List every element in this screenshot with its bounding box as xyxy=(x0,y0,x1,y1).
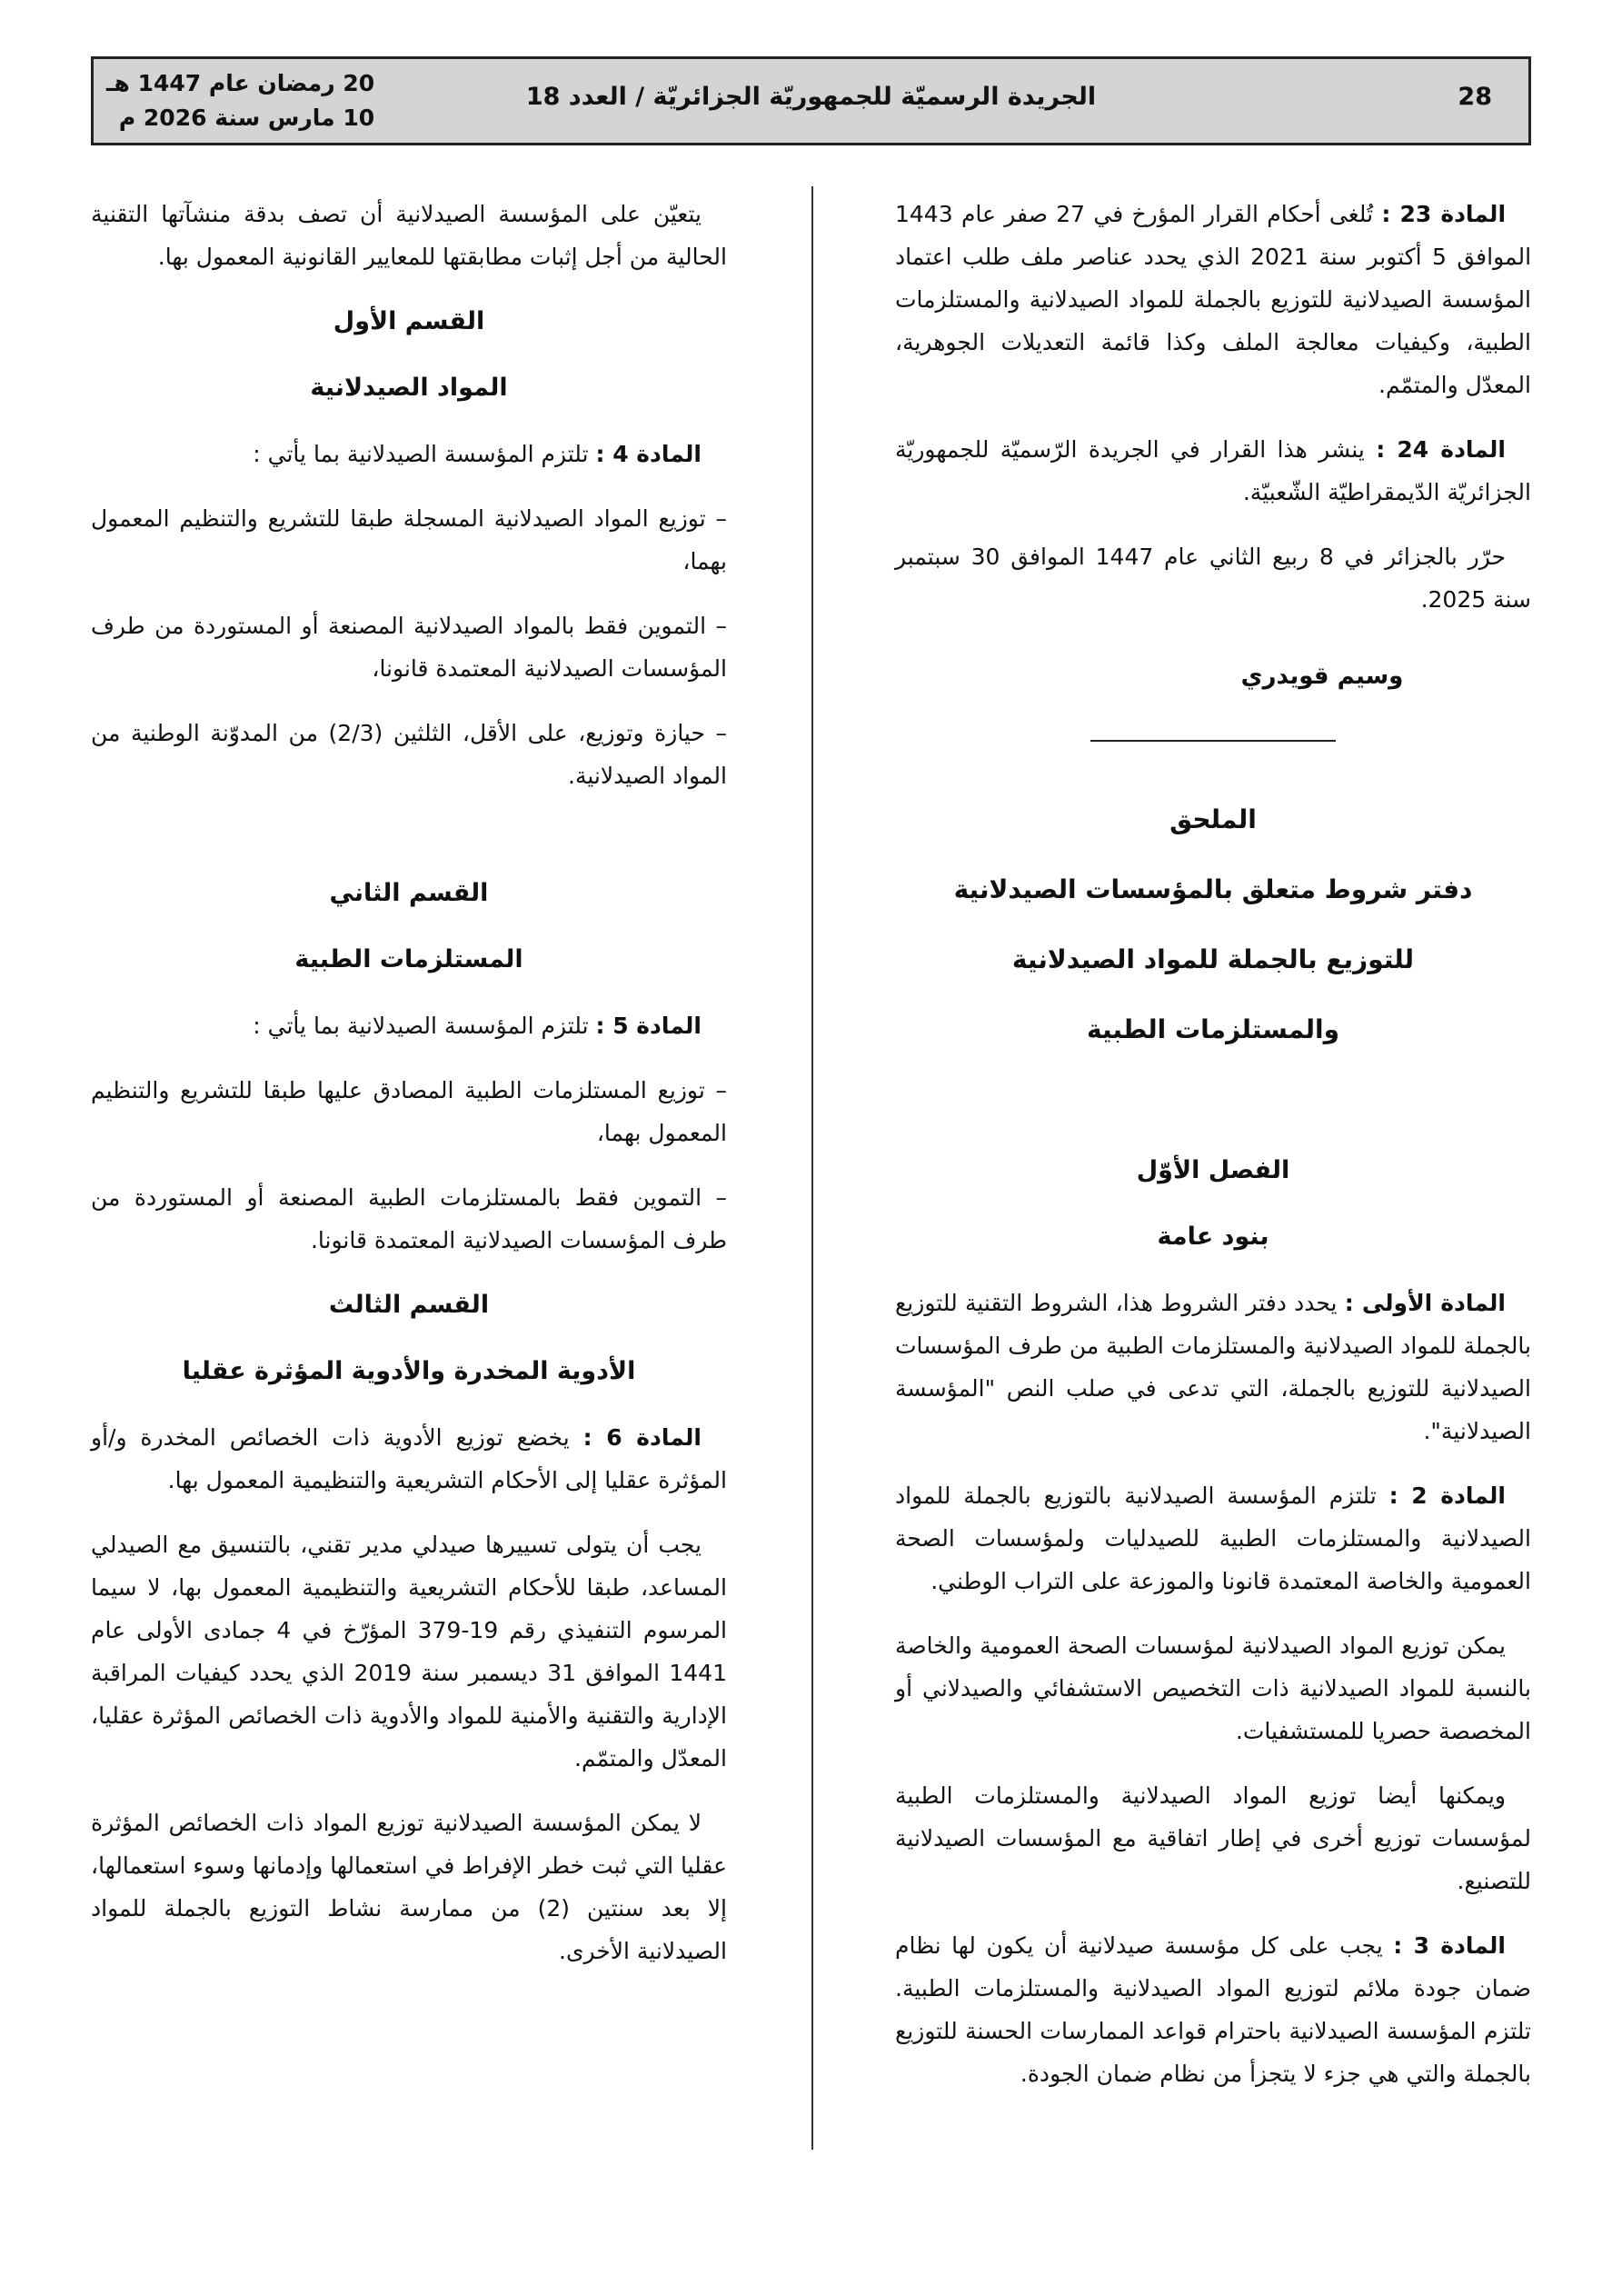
article-24-label: المادة 24 : xyxy=(1376,436,1507,463)
annex-subtitle-2: للتوزيع بالجملة للمواد الصيدلانية xyxy=(1011,944,1415,974)
annex-subtitle-3: والمستلزمات الطبية xyxy=(1086,1014,1340,1044)
section-3-title: الأدوية المخدرة والأدوية المؤثرة عقليا xyxy=(182,1357,636,1385)
done-at: حرّر بالجزائر في 8 ربيع الثاني عام 1447 الموافق 30 سبتمبر سنة 2025. xyxy=(895,544,1531,613)
annex-subtitle-1: دفتر شروط متعلق بالمؤسسات الصيدلانية xyxy=(953,874,1473,904)
article-5-label: المادة 5 : xyxy=(595,1013,702,1039)
page-header xyxy=(91,56,1531,145)
signatory: وسيم قويدري xyxy=(1240,663,1404,690)
article-4 xyxy=(91,433,727,475)
section-1-title: المواد الصيدلانية xyxy=(310,374,508,402)
article-3-label: المادة 3 : xyxy=(1393,1932,1506,1959)
article-6-text: يخضع توزيع الأدوية ذات الخصائص المخدرة و/أو المؤثرة عقليا إلى الأحكام التشريعية والتنظيمية المعمول بها. xyxy=(91,1424,727,1493)
article-5-text: تلتزم المؤسسة الصيدلانية بما يأتي : xyxy=(253,1013,589,1039)
article-6 xyxy=(91,1416,727,1502)
article-6-paragraph-3: لا يمكن المؤسسة الصيدلانية توزيع المواد ذات الخصائص المؤثرة عقليا التي ثبت خطر الإفراط في استعمالها وإدمانها وسوء استعمالها، إلا بعد سنتين (2) من ممارسة نشاط التوزيع بالجملة للمواد الصيدلانية الأخرى. xyxy=(91,1810,727,1964)
article-2-text: تلتزم المؤسسة الصيدلانية بالتوزيع بالجملة للمواد الصيدلانية والمستلزمات الطبية للصيدليات ولمؤسسات الصحة العمومية والخاصة المعتمدة قانونا والموزعة على التراب الوطني. xyxy=(895,1482,1531,1594)
article-3 xyxy=(895,1924,1531,2095)
left-column xyxy=(91,193,727,2129)
article-4-item-3: – حيازة وتوزيع، على الأقل، الثلثين (2/3) من المدوّنة الوطنية من المواد الصيدلانية. xyxy=(91,720,727,789)
article-4-label: المادة 4 : xyxy=(595,441,702,467)
article-5 xyxy=(91,1004,727,1047)
article-4-item-1: – توزيع المواد الصيدلانية المسجلة طبقا للتشريع والتنظيم المعمول بهما، xyxy=(91,505,727,574)
article-4-text: تلتزم المؤسسة الصيدلانية بما يأتي : xyxy=(253,441,589,467)
chapter-1-heading: الفصل الأوّل xyxy=(1136,1156,1290,1184)
article-24-text: ينشر هذا القرار في الجريدة الرّسميّة للجمهوريّة الجزائريّة الدّيمقراطيّة الشّعبيّة. xyxy=(895,436,1531,505)
article-2-paragraph-3: ويمكنها أيضا توزيع المواد الصيدلانية والمستلزمات الطبية لمؤسسات توزيع أخرى في إطار اتفاقية مع المؤسسات الصيدلانية للتصنيع. xyxy=(895,1782,1531,1894)
annex-title: الملحق xyxy=(1169,804,1257,834)
article-2-label: المادة 2 : xyxy=(1388,1482,1506,1509)
article-1 xyxy=(895,1282,1531,1452)
article-4-item-2: – التموين فقط بالمواد الصيدلانية المصنعة أو المستوردة من طرف المؤسسات الصيدلانية المعتمدة قانونا، xyxy=(91,613,727,682)
chapter-1-title: بنود عامة xyxy=(1157,1223,1269,1251)
section-2-title: المستلزمات الطبية xyxy=(294,945,523,973)
article-24 xyxy=(895,428,1531,514)
article-5-item-1: – توزيع المستلزمات الطبية المصادق عليها طبقا للتشريع والتنظيم المعمول بهما، xyxy=(91,1077,727,1146)
article-23-text: تُلغى أحكام القرار المؤرخ في 27 صفر عام 1443 الموافق 5 أكتوبر سنة 2021 الذي يحدد عناصر ملف طلب اعتماد المؤسسة الصيدلانية للتوزيع بالجملة للمواد الصيدلانية والمستلزمات الطبية، وكيفيات معالجة الملف وكذا قائمة التعديلات الجوهرية، المعدّل والمتمّم. xyxy=(895,201,1532,398)
gazette-title: الجريدة الرسميّة للجمهوريّة الجزائريّة / العدد 18 xyxy=(525,83,1097,111)
article-5-item-2: – التموين فقط بالمستلزمات الطبية المصنعة أو المستوردة من طرف المؤسسات الصيدلانية المعتمدة قانونا. xyxy=(91,1184,727,1253)
article-2 xyxy=(895,1474,1531,1602)
article-6-paragraph-2: يجب أن يتولى تسييرها صيدلي مدير تقني، بالتنسيق مع الصيدلي المساعد، طبقا للأحكام التشريعية والتنظيمية المعمول بها، لا سيما المرسوم التنفيذي رقم 19-379 المؤرّخ في 4 جمادى الأولى عام 1441 الموافق 31 ديسمبر سنة 2019 الذي يحدد كيفيات المراقبة الإدارية والتقنية والأمنية للمواد والأدوية ذات الخصائص المؤثرة عقليا، المعدّل والمتمّم. xyxy=(91,1532,728,1772)
section-1-heading: القسم الأول xyxy=(333,307,485,335)
page-number: 28 xyxy=(1458,83,1492,111)
separator-rule xyxy=(1090,740,1336,742)
section-2-heading: القسم الثاني xyxy=(329,879,489,907)
article-23 xyxy=(895,193,1531,406)
issue-date xyxy=(106,66,374,135)
article-6-label: المادة 6 : xyxy=(582,1424,702,1451)
column-divider xyxy=(811,186,813,2150)
gregorian-date: 10 مارس سنة 2026 م xyxy=(118,105,375,131)
article-1-text: يحدد دفتر الشروط هذا، الشروط التقنية للتوزيع بالجملة للمواد الصيدلانية والمستلزمات الطبية من طرف المؤسسات الصيدلانية للتوزيع بالجملة، التي تدعى في صلب النص "المؤسسة الصيدلانية". xyxy=(895,1290,1531,1444)
article-1-label: المادة الأولى : xyxy=(1344,1290,1506,1316)
article-2-paragraph-2: يمكن توزيع المواد الصيدلانية لمؤسسات الصحة العمومية والخاصة بالنسبة للمواد الصيدلانية ذات التخصيص الاستشفائي والصيدلاني أو المخصصة حصريا للمستشفيات. xyxy=(895,1632,1531,1744)
intro-paragraph: يتعيّن على المؤسسة الصيدلانية أن تصف بدقة منشآتها التقنية الحالية من أجل إثبات مطابقتها للمعايير القانونية المعمول بها. xyxy=(91,201,727,270)
section-3-heading: القسم الثالث xyxy=(328,1291,490,1319)
right-column xyxy=(895,193,1531,2129)
article-3-text: يجب على كل مؤسسة صيدلانية أن يكون لها نظام ضمان جودة ملائم لتوزيع المواد الصيدلانية والمستلزمات الطبية. تلتزم المؤسسة الصيدلانية باحترام قواعد الممارسات الحسنة للتوزيع بالجملة والتي هي جزء لا يتجزأ من نظام ضمان الجودة. xyxy=(895,1932,1531,2087)
article-23-label: المادة 23 : xyxy=(1381,201,1507,227)
hijri-date: 20 رمضان عام 1447 هـ xyxy=(106,70,375,96)
